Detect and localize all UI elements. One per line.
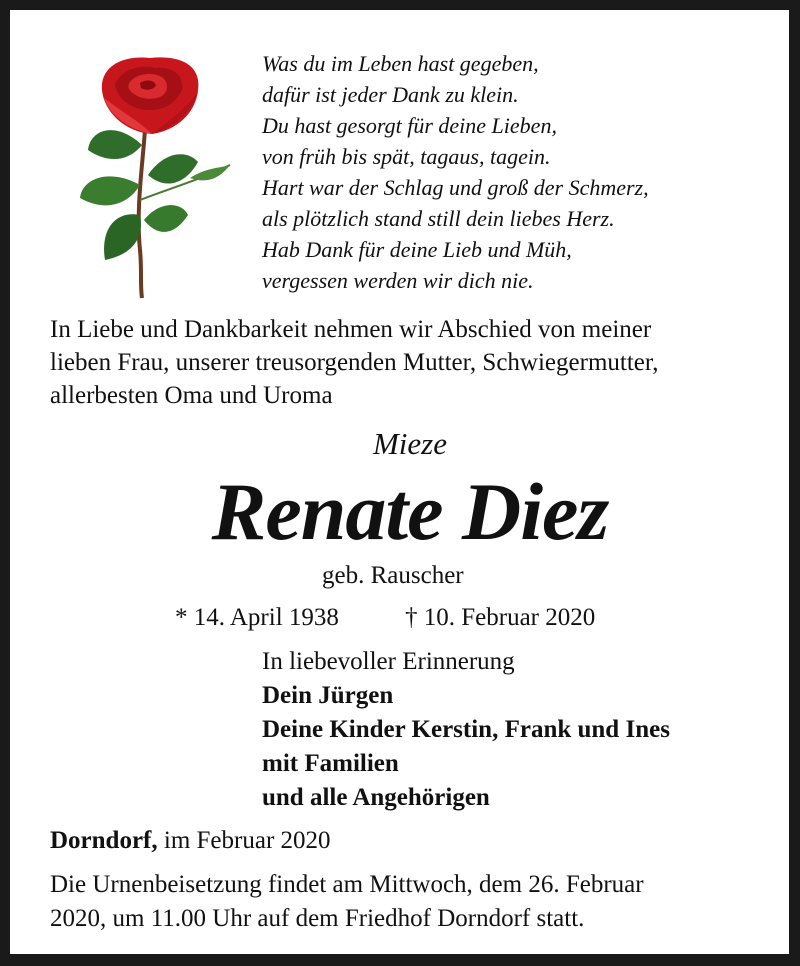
poem-line: als plötzlich stand still dein liebes Herz. [262, 206, 615, 231]
intro-line: lieben Frau, unserer treusorgenden Mutter, Schwiegermutter, [50, 349, 659, 376]
notice-line: Die Urnenbeisetzung findet am Mittwoch, dem 26. Februar [50, 871, 644, 898]
funeral-notice [50, 868, 644, 936]
poem-line: Du hast gesorgt für deine Lieben, [262, 113, 557, 138]
intro-text [50, 313, 658, 412]
red-rose-icon [70, 50, 240, 300]
notice-line: 2020, um 11.00 Uhr auf dem Friedhof Dorndorf statt. [50, 905, 585, 932]
birth-name: geb. Rauscher [322, 562, 464, 589]
intro-line: allerbesten Oma und Uroma [50, 382, 333, 409]
poem-line: Hab Dank für deine Lieb und Müh, [262, 237, 572, 262]
place-date [50, 825, 331, 857]
birth-date: * 14. April 1938 [175, 604, 339, 631]
poem-line: von früh bis spät, tagaus, tagein. [262, 144, 551, 169]
poem-line: dafür ist jeder Dank zu klein. [262, 82, 519, 107]
mourner-line: mit Familien [262, 750, 399, 777]
poem-line: Was du im Leben hast gegeben, [262, 51, 539, 76]
death-date: † 10. Februar 2020 [405, 604, 596, 631]
mourners [262, 645, 670, 815]
mourner-line: Deine Kinder Kerstin, Frank und Ines [262, 716, 670, 743]
place-town: Dorndorf, [50, 827, 158, 854]
place-month: im Februar 2020 [163, 827, 331, 854]
deceased-name: Renate Diez [211, 466, 609, 557]
mourner-line: und alle Angehörigen [262, 784, 490, 811]
nickname: Mieze [372, 426, 448, 461]
intro-line: In Liebe und Dankbarkeit nehmen wir Abschied von meiner [50, 316, 652, 343]
mourner-line: Dein Jürgen [262, 682, 394, 709]
mourners-intro: In liebevoller Erinnerung [262, 648, 515, 675]
poem-line: vergessen werden wir dich nie. [262, 268, 534, 293]
poem-line: Hart war der Schlag und groß der Schmerz, [262, 175, 649, 200]
poem [262, 48, 649, 296]
